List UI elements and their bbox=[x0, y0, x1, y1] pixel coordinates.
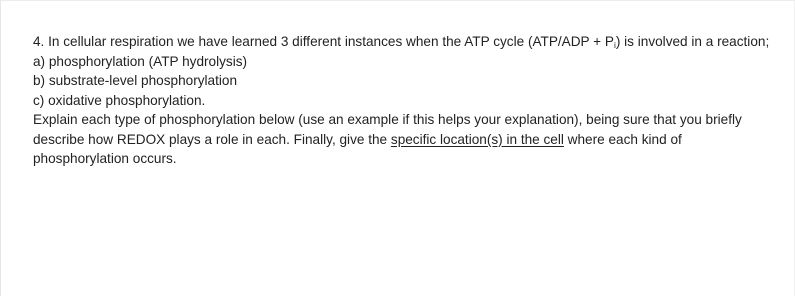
question-intro-text-end: ) is involved in a reaction; bbox=[615, 34, 770, 49]
underlined-phrase: specific location(s) in the cell bbox=[390, 131, 564, 147]
phosphate-subscript: i bbox=[613, 40, 616, 50]
instructions-text-end: where each kind of phosphorylation occurs. bbox=[33, 131, 682, 166]
question-4 bbox=[33, 32, 773, 169]
question-instructions bbox=[33, 110, 773, 169]
list-item-b: b) substrate-level phosphorylation bbox=[33, 73, 238, 88]
list-item-c: c) oxidative phosphorylation. bbox=[33, 92, 206, 108]
question-intro bbox=[33, 32, 773, 52]
list-item-a: a) phosphorylation (ATP hydrolysis) bbox=[33, 53, 248, 69]
question-intro-text: 4. In cellular respiration we have learned 3 different instances when the ATP cycle (ATP/ADP + P bbox=[33, 34, 614, 49]
instructions-text: Explain each type of phosphorylation below (use an example if this helps your explanation), being sure that you briefly describe how REDOX plays a role in each. Finally, give the bbox=[33, 112, 742, 147]
